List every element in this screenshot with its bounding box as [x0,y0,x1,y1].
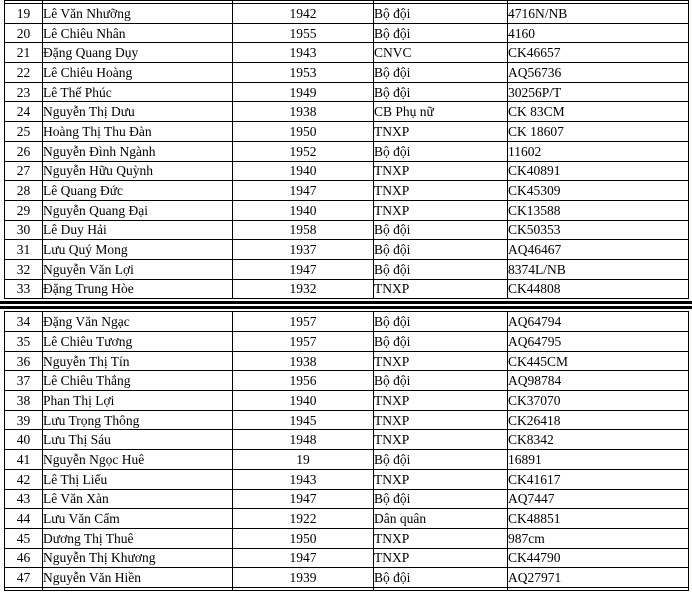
birth-year-cell: 1938 [233,102,374,122]
row-number-cell: 38 [5,391,43,411]
table-row [5,391,689,411]
code-cell: AQ56736 [508,63,689,83]
table-row [5,509,689,529]
table-row [5,548,689,568]
row-number-cell: 28 [5,181,43,201]
code-cell: CK8342 [508,430,689,450]
row-number-cell: 42 [5,469,43,489]
row-number-cell: 29 [5,200,43,220]
table-row [5,312,689,332]
code-cell: CK37070 [508,391,689,411]
category-cell: TNXP [374,528,508,548]
row-number-cell: 46 [5,548,43,568]
category-cell: Bộ đội [374,332,508,352]
category-cell: Bộ đội [374,259,508,279]
row-number-cell: 27 [5,161,43,181]
name-cell: Nguyễn Thị Dưu [43,102,233,122]
code-cell: AQ46467 [508,240,689,260]
row-number-cell: 47 [5,568,43,588]
table-row [5,4,689,24]
clipped-row-bottom [0,587,692,591]
birth-year-cell: 1947 [233,259,374,279]
name-cell: Phan Thị Lợi [43,391,233,411]
table-row [5,200,689,220]
separator-line-bottom [0,306,692,309]
name-cell: Lưu Văn Cẩm [43,509,233,529]
category-cell: TNXP [374,410,508,430]
name-cell: Lê Chiêu Hoàng [43,63,233,83]
name-cell: Lê Thế Phúc [43,82,233,102]
table-row [5,161,689,181]
name-cell: Nguyễn Quang Đại [43,200,233,220]
code-cell: AQ98784 [508,371,689,391]
birth-year-cell: 1958 [233,220,374,240]
roster-table-section-1 [4,3,689,299]
category-cell: TNXP [374,430,508,450]
name-cell: Lê Quang Đức [43,181,233,201]
row-number-cell: 21 [5,43,43,63]
name-cell: Nguyễn Hữu Quỳnh [43,161,233,181]
name-cell: Lê Văn Nhưỡng [43,4,233,24]
name-cell: Hoàng Thị Thu Đàn [43,122,233,142]
code-cell: AQ64795 [508,332,689,352]
code-cell: 4160 [508,23,689,43]
code-cell: CK 18607 [508,122,689,142]
birth-year-cell: 1947 [233,181,374,201]
table-row [5,102,689,122]
name-cell: Nguyễn Văn Lợi [43,259,233,279]
table-row [5,220,689,240]
name-cell: Nguyễn Văn Hiền [43,568,233,588]
birth-year-cell: 1950 [233,122,374,142]
row-number-cell: 33 [5,279,43,299]
code-cell: AQ64794 [508,312,689,332]
name-cell: Lê Thị Liểu [43,469,233,489]
name-cell: Lê Duy Hải [43,220,233,240]
name-cell: Đặng Trung Hòe [43,279,233,299]
row-number-cell: 32 [5,259,43,279]
table-row [5,141,689,161]
code-cell: CK13588 [508,200,689,220]
birth-year-cell: 1943 [233,469,374,489]
table-row [5,469,689,489]
code-cell: 4716N/NB [508,4,689,24]
birth-year-cell: 1940 [233,161,374,181]
category-cell: TNXP [374,122,508,142]
category-cell: Bộ đội [374,489,508,509]
table-row [5,63,689,83]
table-row [5,82,689,102]
code-cell: CK44808 [508,279,689,299]
category-cell: Bộ đội [374,82,508,102]
name-cell: Nguyễn Thị Tín [43,351,233,371]
name-cell: Đặng Quang Dụy [43,43,233,63]
birth-year-cell: 1953 [233,63,374,83]
name-cell: Nguyễn Thị Khương [43,548,233,568]
birth-year-cell: 1945 [233,410,374,430]
category-cell: TNXP [374,469,508,489]
table-row [5,351,689,371]
code-cell: CK40891 [508,161,689,181]
category-cell: TNXP [374,200,508,220]
row-number-cell: 31 [5,240,43,260]
name-cell: Dương Thị Thuê [43,528,233,548]
birth-year-cell: 1957 [233,332,374,352]
birth-year-cell: 1955 [233,23,374,43]
birth-year-cell: 1952 [233,141,374,161]
code-cell: CK45309 [508,181,689,201]
code-cell: 8374L/NB [508,259,689,279]
code-cell: CK48851 [508,509,689,529]
birth-year-cell: 1940 [233,391,374,411]
table-row [5,371,689,391]
birth-year-cell: 1940 [233,200,374,220]
category-cell: TNXP [374,161,508,181]
row-number-cell: 25 [5,122,43,142]
birth-year-cell: 1947 [233,548,374,568]
name-cell: Lê Chiêu Tương [43,332,233,352]
birth-year-cell: 1949 [233,82,374,102]
birth-year-cell: 1932 [233,279,374,299]
row-number-cell: 22 [5,63,43,83]
category-cell: CB Phụ nữ [374,102,508,122]
name-cell: Lê Chiêu Thắng [43,371,233,391]
code-cell: CK41617 [508,469,689,489]
partial-row [5,587,689,590]
code-cell: CK 83CM [508,102,689,122]
birth-year-cell: 1922 [233,509,374,529]
table-row [5,450,689,470]
table-row [5,23,689,43]
name-cell: Nguyễn Ngọc Huê [43,450,233,470]
table-row [5,489,689,509]
row-number-cell: 45 [5,528,43,548]
code-cell: AQ27971 [508,568,689,588]
category-cell: Bộ đội [374,4,508,24]
category-cell: Bộ đội [374,220,508,240]
row-number-cell: 43 [5,489,43,509]
table-row [5,240,689,260]
category-cell: Bộ đội [374,312,508,332]
birth-year-cell: 19 [233,450,374,470]
row-number-cell: 19 [5,4,43,24]
code-cell: AQ7447 [508,489,689,509]
code-cell: 987cm [508,528,689,548]
row-number-cell: 24 [5,102,43,122]
table-row [5,181,689,201]
code-cell: CK44790 [508,548,689,568]
category-cell: Bộ đội [374,240,508,260]
row-number-cell: 37 [5,371,43,391]
table-row [5,528,689,548]
table-row [5,410,689,430]
row-number-cell: 34 [5,312,43,332]
row-number-cell: 40 [5,430,43,450]
category-cell: Bộ đội [374,23,508,43]
birth-year-cell: 1948 [233,430,374,450]
row-number-cell: 41 [5,450,43,470]
row-number-cell: 26 [5,141,43,161]
code-cell: CK445CM [508,351,689,371]
table-row [5,279,689,299]
name-cell: Lê Chiêu Nhân [43,23,233,43]
category-cell: CNVC [374,43,508,63]
name-cell: Nguyễn Đình Ngành [43,141,233,161]
category-cell: Bộ đội [374,568,508,588]
code-cell: CK50353 [508,220,689,240]
name-cell: Lưu Quý Mong [43,240,233,260]
birth-year-cell: 1937 [233,240,374,260]
name-cell: Lưu Trọng Thông [43,410,233,430]
name-cell: Lê Văn Xàn [43,489,233,509]
category-cell: Bộ đội [374,141,508,161]
table-row [5,332,689,352]
table-row [5,568,689,588]
birth-year-cell: 1938 [233,351,374,371]
category-cell: Bộ đội [374,63,508,83]
category-cell: Bộ đội [374,371,508,391]
name-cell: Lưu Thị Sáu [43,430,233,450]
code-cell: 11602 [508,141,689,161]
table-row [5,43,689,63]
category-cell: TNXP [374,391,508,411]
category-cell: Dân quân [374,509,508,529]
category-cell: TNXP [374,181,508,201]
category-cell: TNXP [374,279,508,299]
row-number-cell: 36 [5,351,43,371]
row-number-cell: 20 [5,23,43,43]
birth-year-cell: 1947 [233,489,374,509]
section-separator-double-rule [0,301,692,309]
roster-table-section-2 [4,311,689,588]
code-cell: 30256P/T [508,82,689,102]
name-cell: Đặng Văn Ngạc [43,312,233,332]
code-cell: CK46657 [508,43,689,63]
birth-year-cell: 1956 [233,371,374,391]
category-cell: TNXP [374,548,508,568]
code-cell: 16891 [508,450,689,470]
birth-year-cell: 1943 [233,43,374,63]
row-number-cell: 30 [5,220,43,240]
row-number-cell: 44 [5,509,43,529]
birth-year-cell: 1957 [233,312,374,332]
table-row [5,122,689,142]
category-cell: TNXP [374,351,508,371]
row-number-cell: 35 [5,332,43,352]
code-cell: CK26418 [508,410,689,430]
birth-year-cell: 1950 [233,528,374,548]
row-number-cell: 39 [5,410,43,430]
table-row [5,259,689,279]
category-cell: Bộ đội [374,450,508,470]
table-row [5,430,689,450]
birth-year-cell: 1942 [233,4,374,24]
row-number-cell: 23 [5,82,43,102]
birth-year-cell: 1939 [233,568,374,588]
